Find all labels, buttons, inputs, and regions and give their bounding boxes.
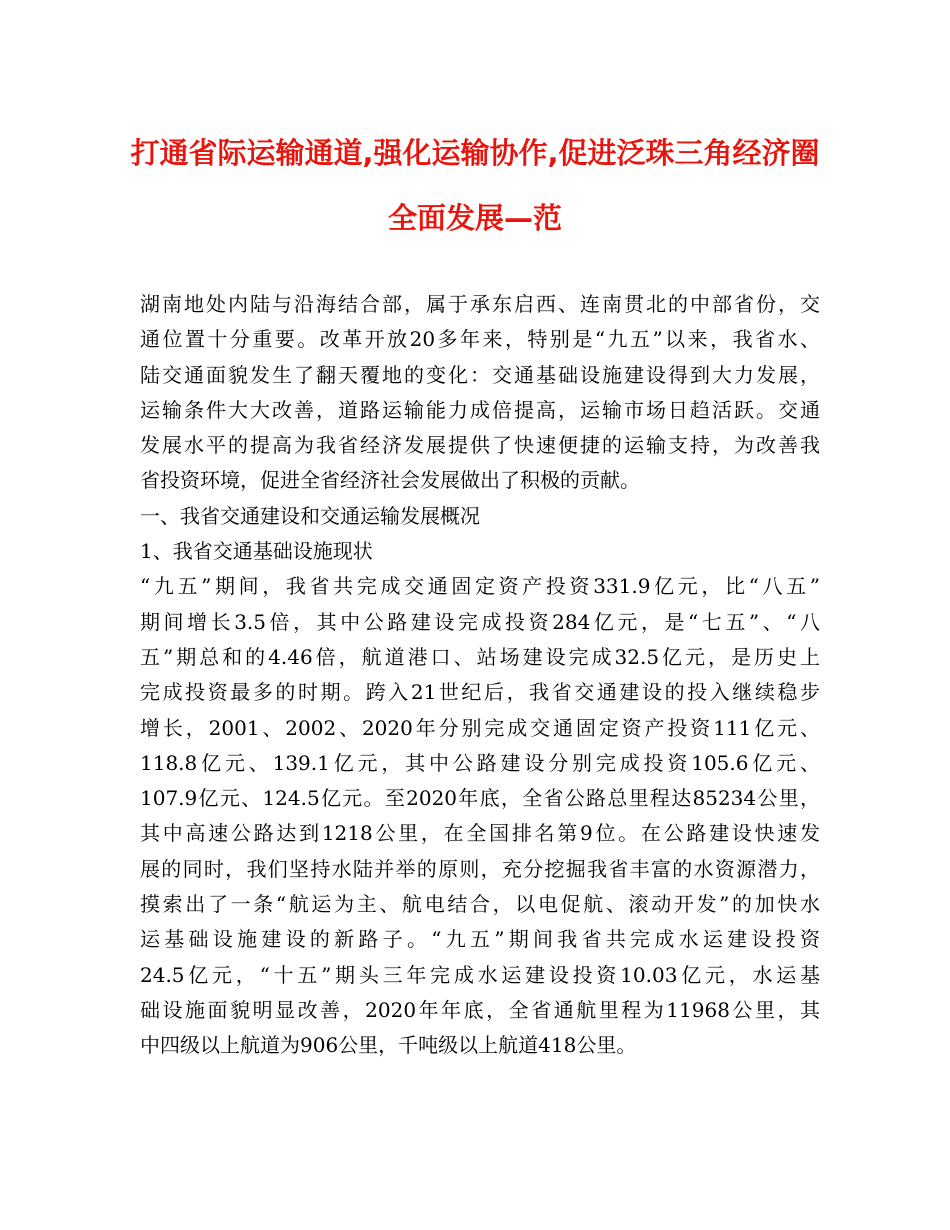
body-line: 湖南地处内陆与沿海结合部，属于承东启西、连南贯北的中部省份，交 bbox=[140, 292, 820, 316]
section-heading: 一、我省交通建设和交通运输发展概况 bbox=[140, 503, 480, 528]
body-line: 107.9亿元、124.5亿元。至2020年底，全省公路总里程达85234公里， bbox=[140, 786, 820, 811]
body-line: 增长，2001、2002、2020年分别完成交通固定资产投资111亿元、 bbox=[140, 715, 820, 740]
subsection-heading: 1、我省交通基础设施现状 bbox=[140, 539, 373, 564]
document-title-line-2: 全面发展—范 bbox=[387, 201, 562, 235]
body-line: 通位置十分重要。改革开放20多年来，特别是“九五”以来，我省水、 bbox=[140, 327, 820, 352]
body-line: 五”期总和的4.46倍，航道港口、站场建设完成32.5亿元，是历史上 bbox=[140, 644, 820, 669]
body-line: 期间增长3.5倍，其中公路建设完成投资284亿元，是“七五”、“八 bbox=[140, 609, 820, 634]
body-line: 完成投资最多的时期。跨入21世纪后，我省交通建设的投入继续稳步 bbox=[140, 680, 820, 705]
body-line: 础设施面貌明显改善，2020年年底，全省通航里程为11968公里，其 bbox=[140, 997, 820, 1022]
body-line: 陆交通面貌发生了翻天覆地的变化：交通基础设施建设得到大力发展， bbox=[140, 362, 820, 387]
body-line: 发展水平的提高为我省经济发展提供了快速便捷的运输支持，为改善我 bbox=[140, 433, 820, 458]
body-line: 展的同时，我们坚持水陆并举的原则，充分挖掘我省丰富的水资源潜力， bbox=[140, 856, 820, 881]
document-body bbox=[140, 287, 820, 1064]
body-line: 运输条件大大改善，道路运输能力成倍提高，运输市场日趋活跃。交通 bbox=[140, 397, 820, 422]
body-line: 24.5亿元，“十五”期头三年完成水运建设投资10.03亿元，水运基 bbox=[140, 962, 820, 987]
body-line: 中四级以上航道为906公里，千吨级以上航道418公里。 bbox=[140, 1033, 637, 1058]
body-line: 运基础设施建设的新路子。“九五”期间我省共完成水运建设投资 bbox=[140, 927, 820, 952]
body-line: “九五”期间，我省共完成交通固定资产投资331.9亿元，比“八五” bbox=[140, 574, 820, 599]
document-title-line-1: 打通省际运输通道,强化运输协作,促进泛珠三角经济圈 bbox=[130, 136, 820, 170]
body-line: 其中高速公路达到1218公里，在全国排名第9位。在公路建设快速发 bbox=[140, 821, 820, 846]
body-line: 摸索出了一条“航运为主、航电结合，以电促航、滚动开发”的加快水 bbox=[140, 892, 820, 917]
body-line: 省投资环境，促进全省经济社会发展做出了积极的贡献。 bbox=[140, 468, 640, 493]
body-line: 118.8亿元、139.1亿元，其中公路建设分别完成投资105.6亿元、 bbox=[140, 750, 820, 775]
